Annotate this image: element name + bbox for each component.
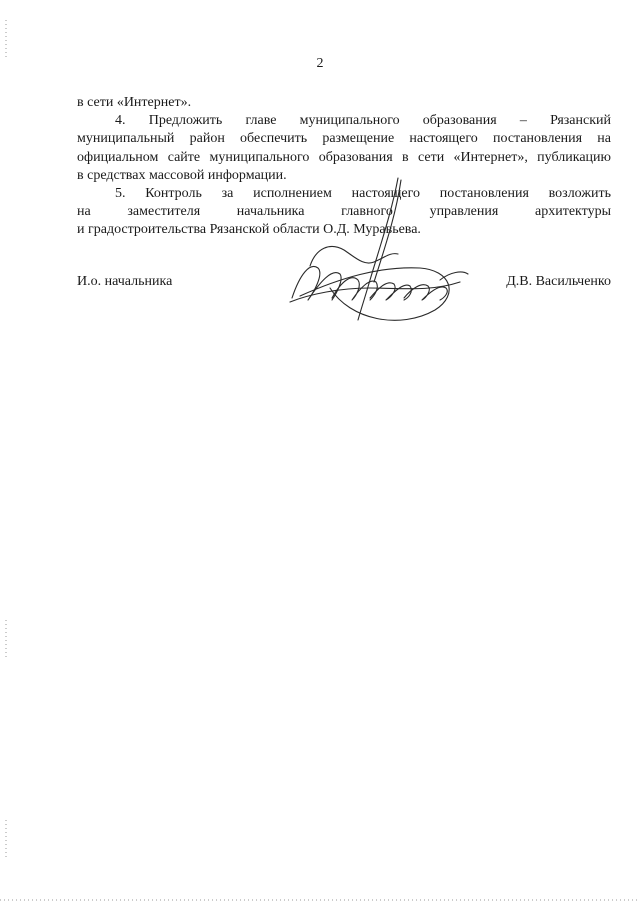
paragraph-line: 5. Контроль за исполнением настоящего постановления возложить xyxy=(115,185,611,201)
signatory-name: Д.В. Васильченко xyxy=(506,274,611,289)
paragraph-line: муниципальный район обеспечить размещение настоящего постановления на xyxy=(77,131,611,147)
handwritten-signature xyxy=(270,170,480,340)
paragraph-line: на заместителя начальника главного управления архитектуры xyxy=(77,204,611,220)
paragraph-line: 4. Предложить главе муниципального образования – Рязанский xyxy=(115,113,611,129)
paragraph-line: и градостроительства Рязанской области О.Д. Муравьева. xyxy=(77,222,421,238)
paragraph-line: официальном сайте муниципального образования в сети «Интернет», публикацию xyxy=(77,149,611,165)
continuation-line: в сети «Интернет». xyxy=(77,95,192,110)
page-number: 2 xyxy=(316,56,324,71)
signatory-title: И.о. начальника xyxy=(77,274,173,289)
paragraph-line: в средствах массовой информации. xyxy=(77,167,287,183)
